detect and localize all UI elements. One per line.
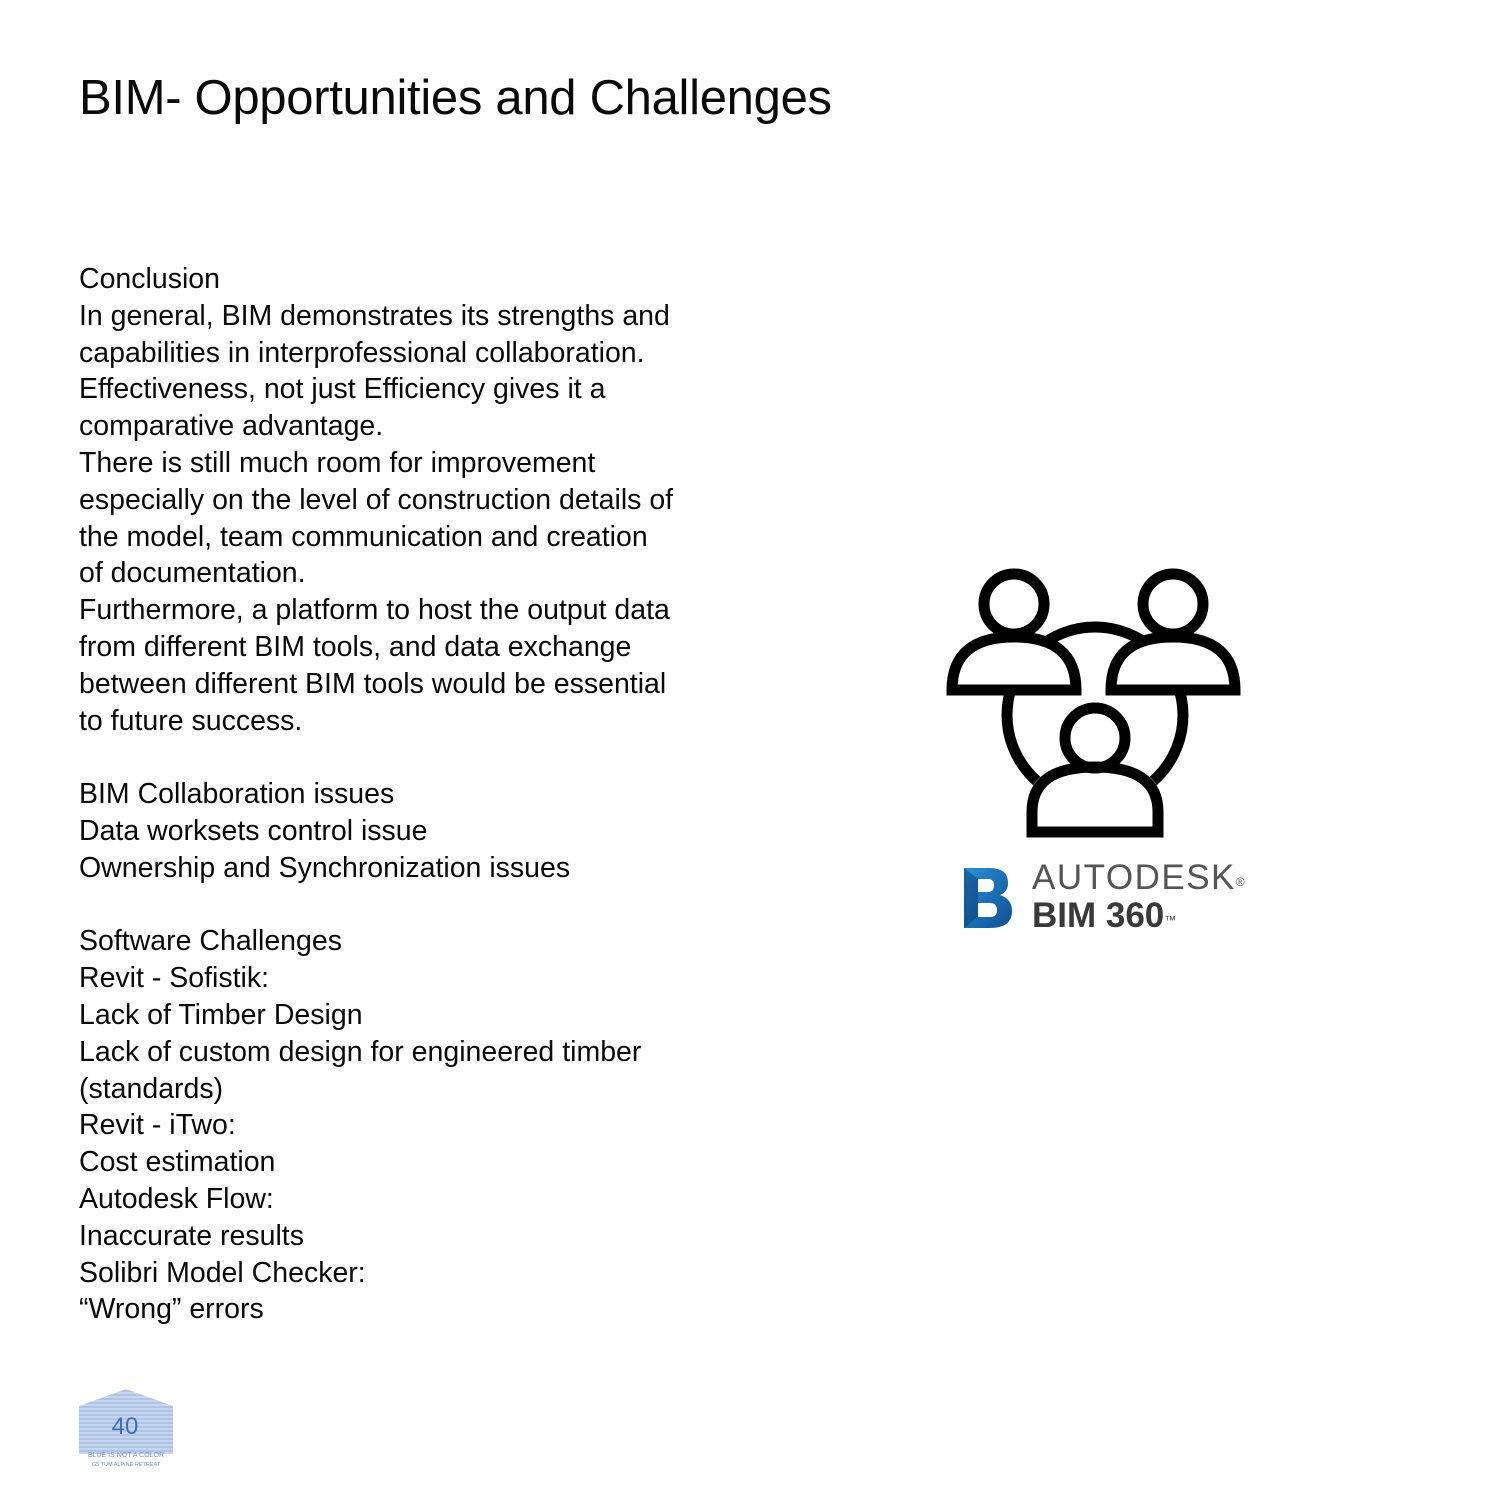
logo-brand-text: AUTODESK® [1032,858,1247,897]
page-number-badge [78,1388,174,1472]
text-line: Lack of custom design for engineered timber [79,1035,642,1068]
text-line: to future success. [79,704,303,737]
text-line: Inaccurate results [79,1219,304,1252]
text-line: comparative advantage. [79,410,384,443]
section-heading-collaboration: BIM Collaboration issues [79,778,395,811]
page-title: BIM- Opportunities and Challenges [79,71,832,125]
software-section [79,923,779,1328]
paragraph-gap [79,739,779,776]
text-line: Cost estimation [79,1146,276,1179]
page-number: 40 [111,1413,139,1440]
section-heading-conclusion: Conclusion [79,263,220,295]
text-line: between different BIM tools would be essential [79,667,667,700]
slide-body [79,261,779,1328]
text-line: Revit - iTwo: [79,1109,236,1142]
text-line: Solibri Model Checker: [79,1256,366,1289]
section-heading-software: Software Challenges [79,925,342,958]
text-line: especially on the level of construction details of [79,483,674,516]
text-line: Effectiveness, not just Efficiency gives it a [79,373,606,406]
text-line: There is still much room for improvement [79,446,596,479]
text-line: In general, BIM demonstrates its strengths and [79,299,670,332]
text-line: Ownership and Synchronization issues [79,851,571,884]
badge-caption: BLUE IS NOT A COLOR [87,1452,165,1459]
text-line: the model, team communication and creation [79,520,648,553]
text-line: “Wrong” errors [79,1293,264,1326]
collaboration-section [79,776,779,886]
paragraph-gap [79,887,779,924]
text-line: Data worksets control issue [79,814,428,847]
text-line: Autodesk Flow: [79,1182,274,1215]
badge-subcaption: G5 TUM ALPINE RETREAT [91,1462,161,1468]
text-line: (standards) [79,1072,224,1105]
conclusion-section [79,261,779,739]
text-line: of documentation. [79,557,306,590]
logo-product-text: BIM 360™ [1032,896,1177,935]
text-line: Revit - Sofistik: [79,962,270,995]
text-line: Furthermore, a platform to host the output data [79,594,670,627]
text-line: from different BIM tools, and data exchange [79,630,632,663]
text-line: capabilities in interprofessional collaboration. [79,336,645,369]
bim360-b-icon [960,864,1016,930]
people-collaboration-icon [945,560,1245,845]
text-line: Lack of Timber Design [79,998,363,1031]
autodesk-bim360-logo [960,858,1250,938]
